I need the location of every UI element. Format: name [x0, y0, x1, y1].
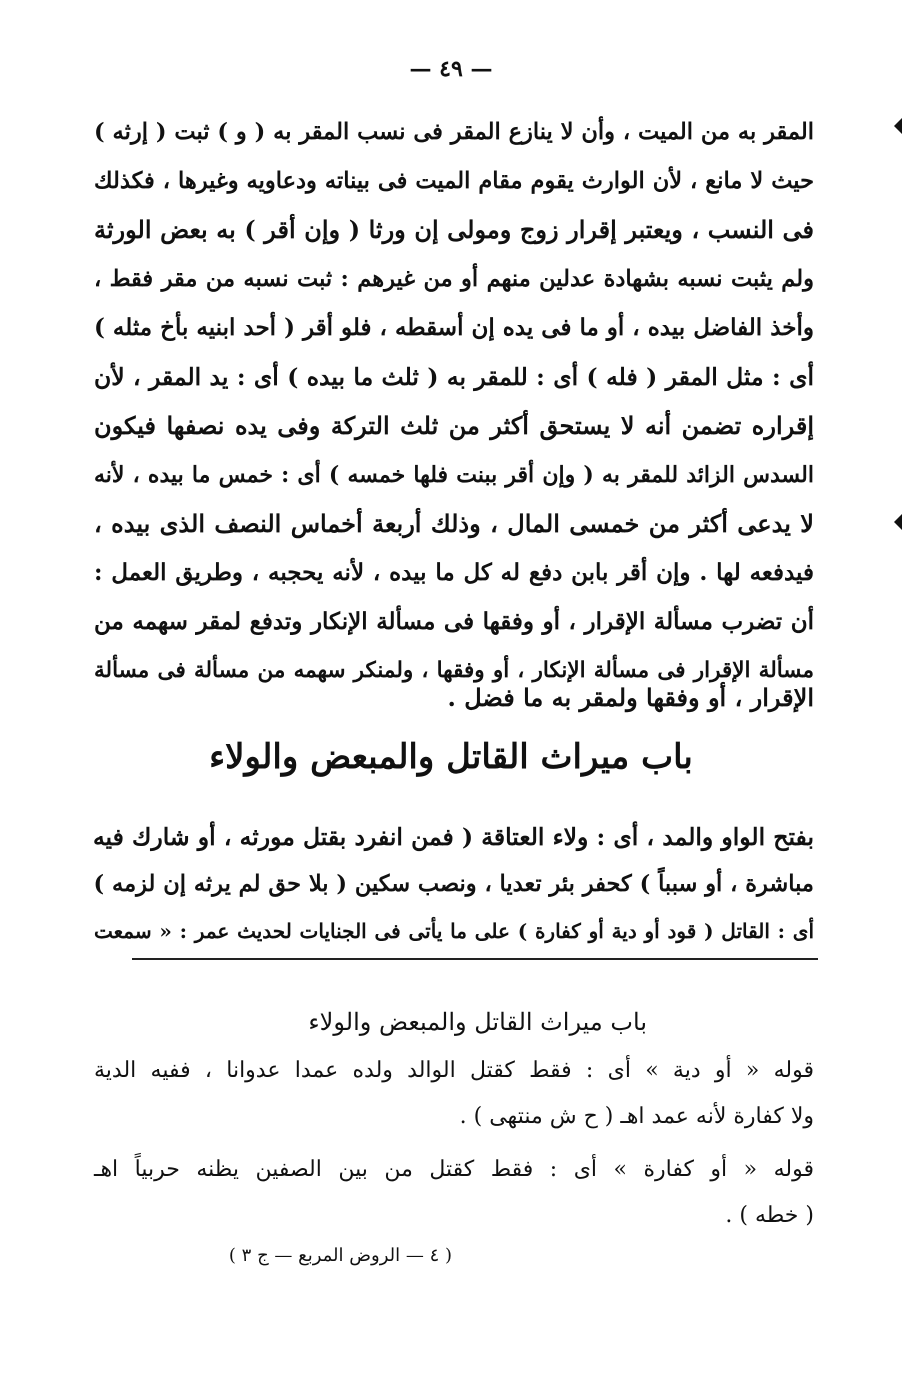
text-line: فيدفعه لها . وإن أقر بابن دفع له كل ما بيده ، لأنه يحجبه ، وطريق العمل :	[94, 559, 814, 586]
footnote-line: قوله « أو دية » أى : فقط كقتل الوالد ولده عمدا عدوانا ، ففيه الدية	[94, 1058, 814, 1083]
footnote-line: ( خطه ) .	[725, 1203, 814, 1228]
text-line: لا يدعى أكثر من خمسى المال ، وذلك أربعة أخماس النصف الذى بيده ،	[94, 509, 814, 538]
chapter-heading: باب ميراث القاتل والمبعض والولاء	[209, 737, 693, 777]
text-line: مسألة الإقرار فى مسألة الإنكار ، أو وفقها ، ولمنكر سهمه من مسألة فى مسألة	[94, 658, 814, 683]
text-line: الإقرار ، أو وفقها ولمقر به ما فضل .	[447, 683, 814, 712]
chapter-text-line: مباشرة ، أو سبباً ) كحفر بئر تعديا ، ونصب سكين ( بلا حق لم يرثه إن لزمه )	[93, 871, 814, 897]
page-number: — ٤٩ —	[409, 56, 493, 82]
signature-line: ( ٤ — الروض المربع — ج ٣ )	[228, 1245, 452, 1266]
chapter-text-line: بفتح الواو والمد ، أى : ولاء العتاقة ( فمن انفرد بقتل مورثه ، أو شارك فيه	[92, 823, 814, 851]
text-line: السدس الزائد للمقر به ( وإن أقر ببنت فلها خمسه ) أى : خمس ما بيده ، لأنه	[94, 462, 814, 488]
text-line: إقراره تضمن أنه لا يستحق أكثر من ثلث التركة وفى يده نصفها فيكون	[94, 411, 814, 440]
text-line: وأخذ الفاضل بيده ، أو ما فى يده إن أسقطه ، فلو أقر ( أحد ابنيه بأخ مثله )	[94, 314, 814, 341]
footnote-line: قوله « أو كفارة » أى : فقط كقتل من بين الصفين يظنه حربياً اهـ	[94, 1157, 814, 1182]
text-line: أن تضرب مسألة الإقرار ، أو وفقها فى مسألة الإنكار وتدفع لمقر سهمه من	[94, 608, 814, 635]
chapter-text-line: أى : القاتل ( قود أو دية أو كفارة ) على ما يأتى فى الجنايات لحديث عمر : « سمعت	[94, 919, 814, 943]
footnote-divider	[132, 958, 818, 960]
text-line: فى النسب ، ويعتبر إقرار زوج ومولى إن ورثا ( وإن أقر ) به بعض الورثة	[94, 215, 814, 244]
text-line: حيث لا مانع ، لأن الوارث يقوم مقام الميت فى بيناته ودعاويه وغيرها ، فكذلك	[94, 168, 814, 194]
text-line: المقر به من الميت ، وأن لا ينازع المقر فى نسب المقر به ( و ) ثبت ( إرثه )	[94, 119, 814, 145]
text-line: أى : مثل المقر ( فله ) أى : للمقر به ( ثلث ما بيده ) أى : يد المقر ، لأن	[94, 363, 814, 391]
page-edge-mark	[894, 514, 902, 530]
footnote-title: باب ميراث القاتل والمبعض والولاء	[308, 1008, 647, 1036]
footnote-line: ولا كفارة لأنه عمد اهـ ( ح ش منتهى ) .	[459, 1104, 814, 1129]
text-line: ولم يثبت نسبه بشهادة عدلين منهم أو من غيرهم : ثبت نسبه من مقر فقط ،	[94, 266, 814, 292]
page-edge-mark	[894, 118, 902, 134]
